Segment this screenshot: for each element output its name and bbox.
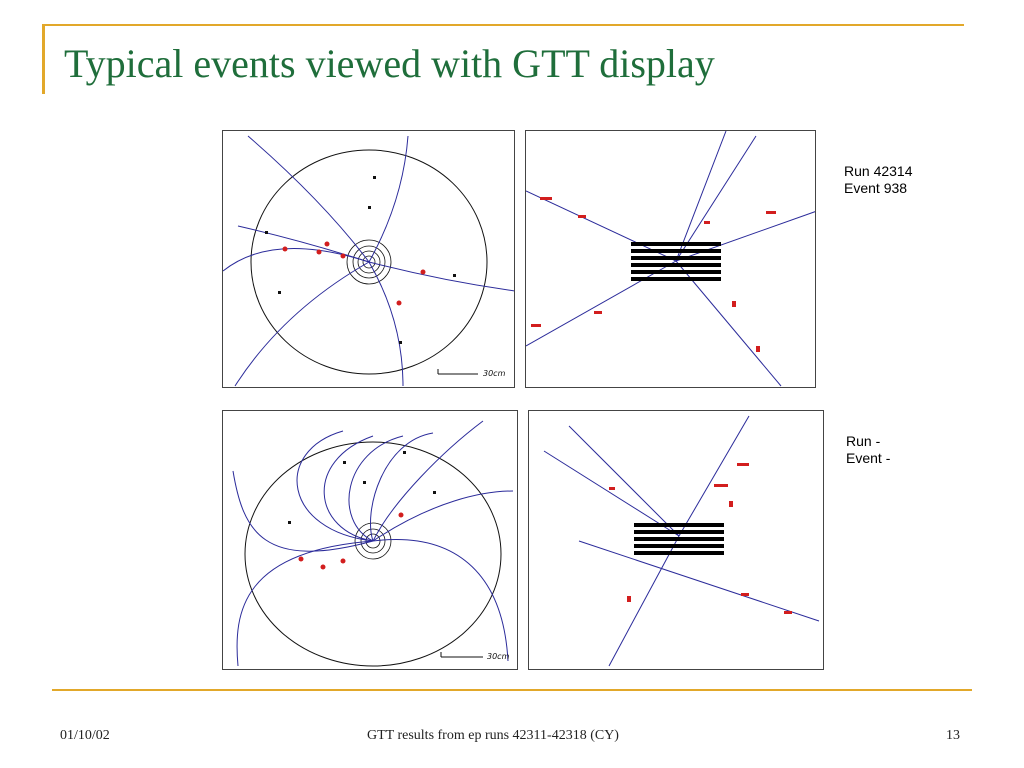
event1-rz-view xyxy=(525,130,816,388)
event1-label xyxy=(844,163,913,197)
left-accent-bar xyxy=(42,24,45,94)
event1-event-number: Event 938 xyxy=(844,180,908,196)
event2-label xyxy=(846,433,890,467)
event2-xy-view xyxy=(222,410,518,670)
event2-detector-layers xyxy=(634,523,724,555)
event1-xy-view xyxy=(222,130,515,388)
footer-date: 01/10/02 xyxy=(60,728,110,743)
event1-run-number: Run 42314 xyxy=(844,163,913,179)
slide-title: Typical events viewed with GTT display xyxy=(64,41,715,86)
event2-run-number: Run - xyxy=(846,433,881,449)
event2-scale-label: 30cm xyxy=(487,652,510,661)
event2-rz-view xyxy=(528,410,824,670)
event2-rz-display xyxy=(529,411,824,670)
event2-xy-display xyxy=(223,411,518,670)
event1-rz-display xyxy=(526,131,816,388)
page-number: 13 xyxy=(946,728,960,743)
bottom-accent-line xyxy=(52,689,972,691)
event2-event-number: Event - xyxy=(846,450,891,466)
footer-title: GTT results from ep runs 42311-42318 (CY) xyxy=(367,728,619,743)
event1-xy-display xyxy=(223,131,515,388)
event1-scale-label: 30cm xyxy=(483,369,506,378)
top-accent-line xyxy=(44,24,964,26)
